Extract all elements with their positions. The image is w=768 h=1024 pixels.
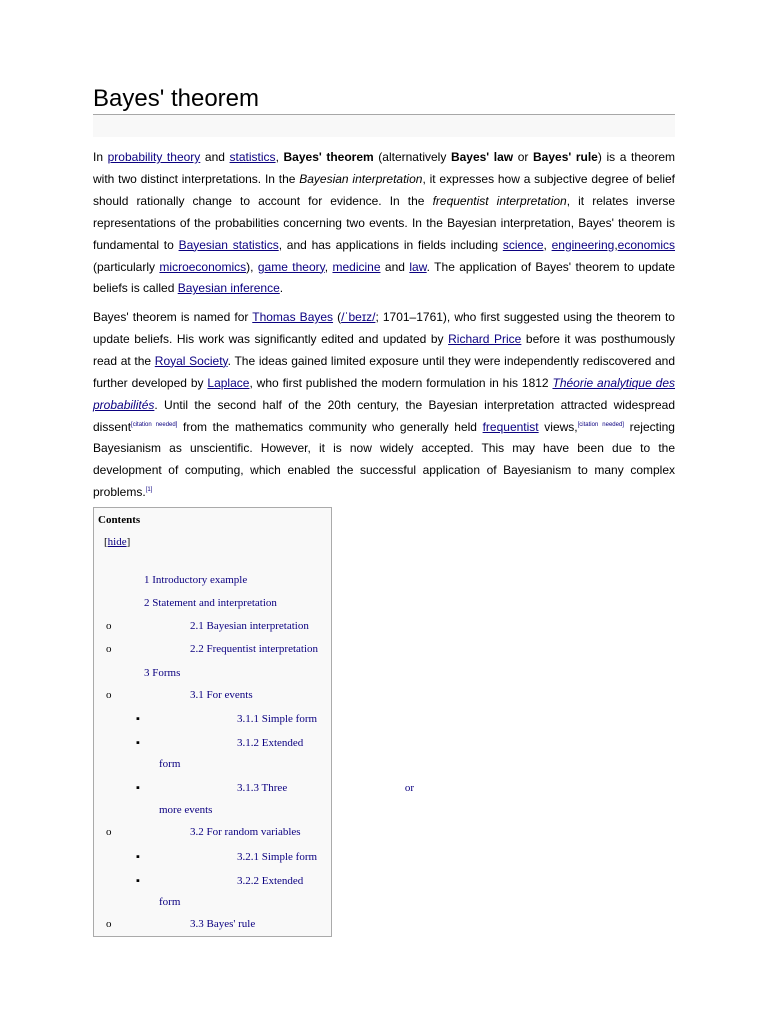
toc-bullet-circle: o	[106, 918, 112, 930]
history-paragraph: Bayes' theorem is named for Thomas Bayes (/ˈbeɪz/; 1701–1761), who first suggested using the theorem to update beliefs. His work was significantly edited and updated by Richard Price before it was posthumously read at the Royal Society. The ideas gained limited exposure until they were independently rediscovered and further developed by Laplace, who first published the modern formulation in his 1812 Théorie analytique des probabilités. Until the second half of the 20th century, the Bayesian interpretation attracted widespread dissent[citation needed] from the mathematics community who generally held frequentist views,[citation needed] rejecting Bayesianism as unscientific. However, it is now widely accepted. This may have been due to the development of computing, which enabled the successful application of Bayesianism to many complex problems.[1]	[93, 310, 676, 500]
toc-item-1[interactable]: 1 Introductory example	[144, 574, 248, 586]
page-title: Bayes' theorem	[93, 85, 259, 112]
link-thomas-bayes[interactable]: Thomas Bayes	[252, 310, 334, 324]
toc-item-3-2-1[interactable]: 3.2.1 Simple form	[237, 851, 318, 863]
toc-item-3-2[interactable]: 3.2 For random variables	[190, 826, 301, 838]
toc-item-3-1-3-cont[interactable]: more events	[159, 804, 213, 816]
link-frequentist[interactable]: frequentist	[482, 419, 539, 434]
citation-needed-1[interactable]: [citation needed]	[131, 421, 178, 428]
link-economics[interactable]: economics	[617, 237, 676, 252]
toc-item-3-1[interactable]: 3.1 For events	[190, 689, 253, 701]
link-richard-price[interactable]: Richard Price	[448, 331, 522, 346]
link-pronunciation[interactable]: /ˈbeɪz/	[341, 310, 376, 324]
citation-needed-2[interactable]: [citation needed]	[577, 421, 624, 428]
toc-item-3-2-2-cont[interactable]: form	[159, 896, 181, 908]
link-game-theory[interactable]: game theory	[257, 259, 325, 274]
toc-item-2[interactable]: 2 Statement and interpretation	[144, 597, 277, 609]
toc-item-3-1-2-cont[interactable]: form	[159, 758, 181, 770]
link-theorie-analytique[interactable]: Théorie analytique des probabilités	[93, 375, 676, 412]
link-bayesian-inference[interactable]: Bayesian inference	[177, 281, 280, 296]
toc-bullet-square: ▪	[136, 713, 140, 725]
link-microeconomics[interactable]: microeconomics	[159, 259, 247, 274]
toc-hide-link[interactable]: hide	[107, 536, 127, 548]
link-bayesian-statistics[interactable]: Bayesian statistics	[178, 237, 279, 252]
toc-item-3-2-2[interactable]: 3.2.2 Extended	[237, 875, 304, 887]
toc-bullet-circle: o	[106, 689, 112, 701]
link-law[interactable]: law	[409, 259, 427, 274]
link-laplace[interactable]: Laplace	[207, 375, 250, 390]
toc-item-3-1-2[interactable]: 3.1.2 Extended	[237, 737, 304, 749]
toc-bullet-circle: o	[106, 620, 112, 632]
intro-paragraph: In probability theory and statistics, Bayes' theorem (alternatively Bayes' law or Bayes' rule) is a theorem with two distinct interpretations. In the Bayesian interpretation, it expresses how a subjective degree of belief should rationally change to account for evidence. In the frequentist interpretation, it relates inverse representations of the probabilities concerning two events. In the Bayesian interpretation, Bayes' theorem is fundamental to Bayesian statistics, and has applications in fields including science, engineering,economics (particularly microeconomics), game theory, medicine and law. The application of Bayes' theorem to update beliefs is called Bayesian inference.	[93, 150, 676, 296]
toc-item-2-1[interactable]: 2.1 Bayesian interpretation	[190, 620, 309, 632]
link-science[interactable]: science	[502, 237, 544, 252]
toc-bullet-circle: o	[106, 826, 112, 838]
toc-item-3-1-1[interactable]: 3.1.1 Simple form	[237, 713, 318, 725]
link-royal-society[interactable]: Royal Society	[154, 353, 228, 368]
link-statistics[interactable]: statistics	[229, 150, 276, 164]
link-probability-theory[interactable]: probability theory	[107, 150, 201, 164]
table-of-contents	[93, 507, 414, 937]
toc-item-3[interactable]: 3 Forms	[144, 667, 181, 679]
toc-item-2-2[interactable]: 2.2 Frequentist interpretation	[190, 643, 318, 655]
toc-bullet-square: ▪	[136, 737, 140, 749]
toc-hide-toggle[interactable]: [hide]	[104, 536, 131, 548]
toc-title: Contents	[98, 514, 141, 526]
toc-item-3-3[interactable]: 3.3 Bayes' rule	[190, 918, 256, 930]
toc-bullet-circle: o	[106, 643, 112, 655]
toc-bullet-square: ▪	[136, 851, 140, 863]
toc-bullet-square: ▪	[136, 875, 140, 887]
title-shade	[93, 115, 675, 137]
link-medicine[interactable]: medicine	[332, 259, 381, 274]
link-engineering[interactable]: engineering	[551, 237, 615, 252]
citation-1[interactable]: [1]	[145, 487, 153, 494]
toc-bullet-square: ▪	[136, 782, 140, 794]
toc-item-3-1-3[interactable]: 3.1.3 Three or	[237, 782, 414, 794]
